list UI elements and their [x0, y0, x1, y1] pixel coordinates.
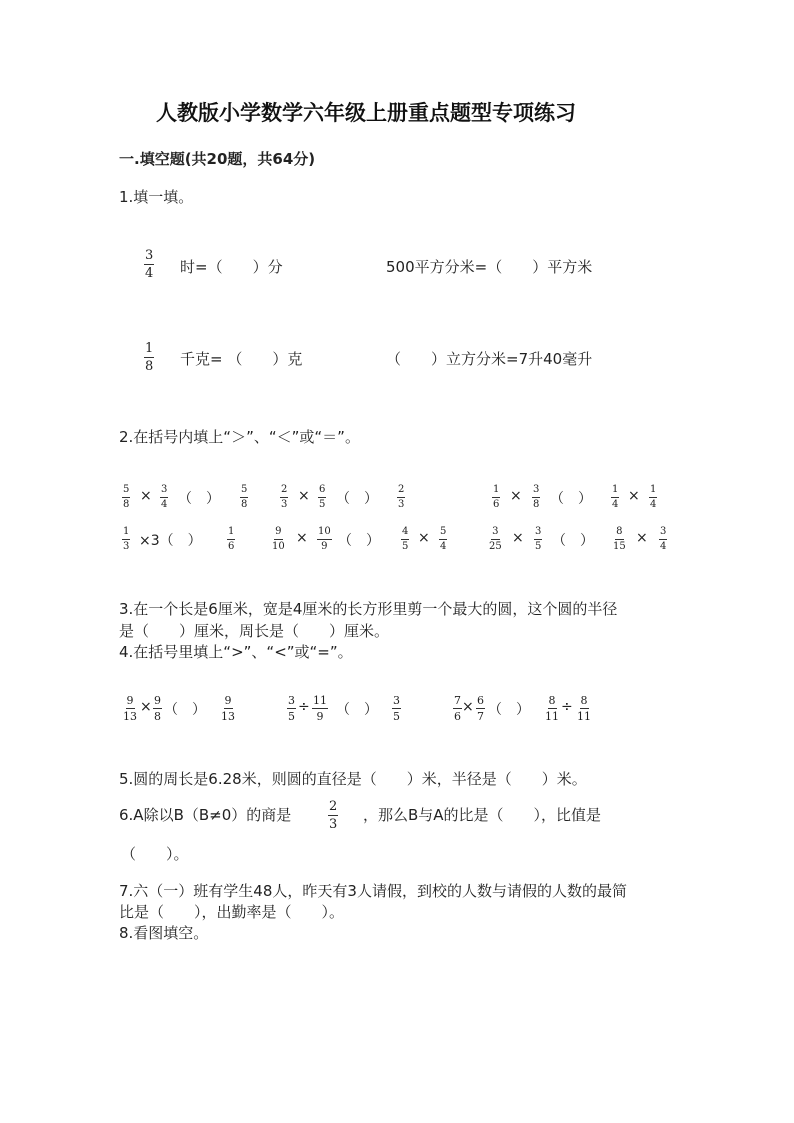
q1-item-volume: （ ）立方分米=7升40毫升	[386, 350, 593, 368]
denominator: 5	[319, 499, 326, 510]
answer-blank[interactable]: （ ）	[178, 491, 220, 507]
q4-fraction	[287, 695, 296, 722]
denominator: 8	[241, 499, 248, 510]
q2-fraction	[532, 485, 540, 510]
question-1-stem: 1.填一填。	[119, 188, 194, 206]
denominator: 6	[454, 710, 461, 723]
times-sign: ×	[510, 488, 522, 504]
divide-sign: ÷	[298, 699, 310, 715]
numerator: 1	[122, 527, 130, 540]
answer-blank[interactable]: （ ）	[488, 702, 530, 718]
denominator: 5	[393, 710, 400, 723]
numerator: 3	[532, 485, 540, 498]
numerator: 8	[615, 527, 623, 540]
q4-fraction	[453, 695, 462, 722]
denominator: 11	[545, 710, 559, 723]
q1-fraction-1	[144, 249, 154, 280]
denominator: 4	[650, 499, 657, 510]
denominator: 4	[660, 541, 667, 552]
q2-fraction	[122, 527, 130, 552]
numerator: 6	[477, 694, 484, 707]
numerator: 8	[548, 694, 556, 707]
q1-fraction-2	[144, 342, 154, 373]
numerator: 4	[401, 527, 409, 540]
numerator: 3	[659, 527, 667, 540]
question-2-stem: 2.在括号内填上“＞”、“＜”或“＝”。	[119, 428, 360, 446]
denominator: 8	[533, 499, 540, 510]
denominator: 3	[281, 499, 288, 510]
denominator: 8	[154, 710, 161, 723]
question-7-line-2: 比是（ ），出勤率是（ ）。	[119, 903, 345, 921]
times-sign: ×	[628, 488, 640, 504]
q4-fraction	[221, 695, 235, 722]
q1-item-area: 500平方分米=（ ）平方米	[386, 258, 593, 276]
q2-fraction	[659, 527, 667, 552]
section-heading: 一.填空题(共20题，共64分)	[119, 150, 316, 168]
times-sign: ×	[462, 699, 474, 715]
times-sign: ×	[636, 530, 648, 546]
page-title: 人教版小学数学六年级上册重点题型专项练习	[156, 100, 576, 125]
q2-fraction	[401, 527, 409, 552]
numerator: 3	[491, 527, 499, 540]
denominator: 9	[321, 541, 328, 552]
question-5: 5.圆的周长是6.28米，则圆的直径是（ ）米，半径是（ ）米。	[119, 770, 587, 788]
question-8: 8.看图填空。	[119, 924, 209, 942]
denominator: 25	[489, 541, 502, 552]
times-sign: ×	[298, 488, 310, 504]
q4-fraction	[312, 695, 328, 722]
q2-fraction	[489, 527, 502, 552]
q2-fraction	[649, 485, 657, 510]
denominator: 3	[398, 499, 405, 510]
answer-blank[interactable]: （ ）	[336, 491, 378, 507]
denominator: 6	[493, 499, 500, 510]
q2-fraction	[240, 485, 248, 510]
q2-fraction	[122, 485, 130, 510]
numerator: 3	[393, 694, 400, 707]
numerator: 8	[580, 694, 588, 707]
denominator: 11	[577, 710, 591, 723]
denominator: 5	[288, 710, 295, 723]
denominator: 7	[477, 710, 484, 723]
answer-blank[interactable]: （ ）	[336, 702, 378, 718]
times-sign: ×	[512, 530, 524, 546]
numerator: 1	[649, 485, 657, 498]
denominator: 4	[145, 266, 154, 281]
numerator: 2	[280, 485, 288, 498]
divide-sign: ÷	[561, 699, 573, 715]
q2-fraction	[317, 527, 332, 552]
q6-fraction	[328, 800, 338, 831]
q4-fraction	[392, 695, 401, 722]
question-7-line-1: 7.六（一）班有学生48人，昨天有3人请假，到校的人数与请假的人数的最简	[119, 882, 627, 900]
answer-blank[interactable]: （ ）	[552, 533, 594, 549]
denominator: 15	[613, 541, 626, 552]
denominator: 9	[316, 710, 324, 723]
q2-fraction	[611, 485, 619, 510]
answer-blank[interactable]: （ ）	[550, 491, 592, 507]
numerator: 2	[329, 799, 338, 814]
denominator: 3	[123, 541, 130, 552]
answer-blank[interactable]: （ ）	[338, 533, 380, 549]
q2-fraction	[534, 527, 542, 552]
denominator: 4	[440, 541, 447, 552]
q2-fraction	[280, 485, 288, 510]
q4-fraction	[545, 695, 559, 722]
numerator: 9	[126, 694, 134, 707]
denominator: 13	[221, 710, 235, 723]
q2-fraction	[613, 527, 626, 552]
denominator: 6	[228, 541, 235, 552]
numerator: 3	[534, 527, 542, 540]
answer-blank[interactable]: （ ）	[164, 702, 206, 718]
q1-item-hours: 时=（ ）分	[180, 258, 283, 276]
q2-fraction	[492, 485, 500, 510]
numerator: 1	[227, 527, 235, 540]
numerator: 5	[122, 485, 130, 498]
denominator: 10	[272, 541, 285, 552]
times-sign: ×	[140, 488, 152, 504]
numerator: 3	[288, 694, 295, 707]
q2-fraction	[160, 485, 168, 510]
q2-fraction	[227, 527, 235, 552]
question-6-part-a: 6.A除以B（B≠0）的商是	[119, 806, 292, 824]
q4-fraction	[577, 695, 591, 722]
times-sign: ×	[418, 530, 430, 546]
times-sign: ×	[296, 530, 308, 546]
numerator: 1	[145, 341, 154, 356]
times-sign: ×	[140, 699, 152, 715]
q2-fraction	[439, 527, 447, 552]
q2-fraction	[272, 527, 285, 552]
question-3-line-1: 3.在一个长是6厘米，宽是4厘米的长方形里剪一个最大的圆，这个圆的半径	[119, 600, 618, 618]
q2-fraction	[318, 485, 326, 510]
denominator: 5	[535, 541, 542, 552]
denominator: 13	[123, 710, 137, 723]
numerator: 2	[397, 485, 405, 498]
numerator: 9	[224, 694, 232, 707]
question-6-part-b: ，那么B与A的比是（ ），比值是	[363, 806, 602, 824]
numerator: 11	[313, 694, 327, 707]
denominator: 5	[402, 541, 409, 552]
numerator: 3	[160, 485, 168, 498]
numerator: 7	[454, 694, 461, 707]
denominator: 4	[161, 499, 168, 510]
numerator: 10	[317, 527, 332, 540]
numerator: 1	[492, 485, 500, 498]
denominator: 4	[612, 499, 619, 510]
denominator: 3	[329, 817, 338, 832]
question-4-stem: 4.在括号里填上“>”、“<”或“=”。	[119, 643, 353, 661]
q4-fraction	[153, 695, 162, 722]
numerator: 5	[240, 485, 248, 498]
question-3-line-2: 是（ ）厘米，周长是（ ）厘米。	[119, 622, 390, 640]
q4-fraction	[476, 695, 485, 722]
denominator: 8	[123, 499, 130, 510]
denominator: 8	[145, 359, 154, 374]
times-three-blank[interactable]: ×3（ ）	[139, 533, 202, 549]
numerator: 9	[274, 527, 282, 540]
numerator: 9	[154, 694, 161, 707]
numerator: 5	[439, 527, 447, 540]
numerator: 6	[318, 485, 326, 498]
numerator: 1	[611, 485, 619, 498]
q1-item-mass: 千克= （ ）克	[180, 350, 303, 368]
question-6-part-c: （ ）。	[121, 845, 189, 863]
q2-fraction	[397, 485, 405, 510]
q4-fraction	[123, 695, 137, 722]
numerator: 3	[145, 248, 154, 263]
